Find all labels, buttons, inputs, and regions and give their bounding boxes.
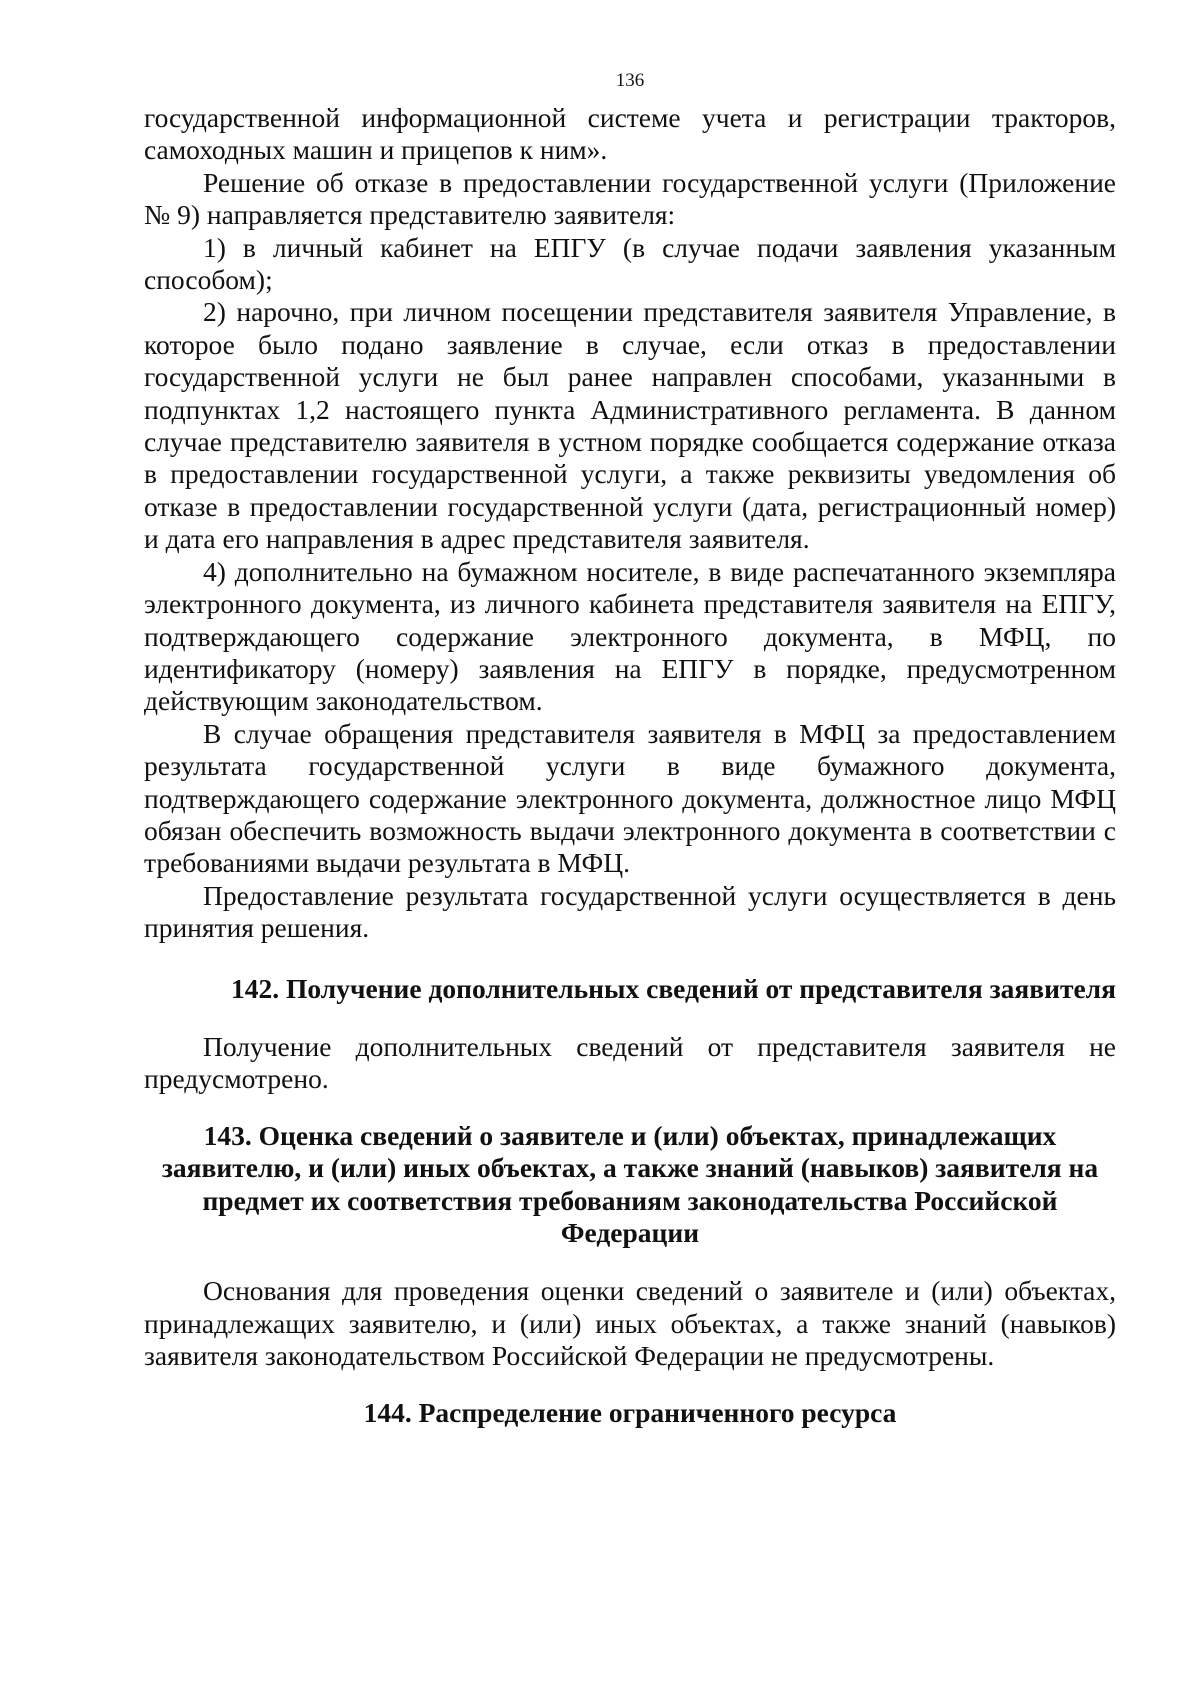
document-page (144, 70, 1116, 1429)
list-item-1: 1) в личный кабинет на ЕПГУ (в случае подачи заявления указанным способом); (144, 231, 1116, 296)
section-144-heading: 144. Распределение ограниченного ресурса (363, 1396, 897, 1428)
page-number: 136 (615, 70, 645, 91)
paragraph-mfc: В случае обращения представителя заявителя в МФЦ за предоставлением результата государственной услуги в виде бумажного документа, подтверждающего содержание электронного документа, должностное лицо МФЦ обязан обеспечить возможность выдачи электронного документа в соответствии с требованиями выдачи результата в МФЦ. (144, 717, 1116, 879)
section-142-heading: 142. Получение дополнительных сведений от представителя заявителя (231, 972, 1116, 1004)
section-142-text: Получение дополнительных сведений от представителя заявителя не предусмотрено. (144, 1030, 1116, 1095)
section-143-text: Основания для проведения оценки сведений о заявителе и (или) объектах, принадлежащих заявителю, и (или) иных объектах, а также знаний (навыков) заявителя законодательством Российской Федерации не предусмотрены. (144, 1275, 1116, 1372)
paragraph-continuation: государственной информационной системе учета и регистрации тракторов, самоходных машин и прицепов к ним». (144, 102, 1116, 166)
paragraph-refusal-decision: Решение об отказе в предоставлении государственной услуги (Приложение № 9) направляется представителю заявителя: (144, 166, 1116, 231)
section-143-heading: 143. Оценка сведений о заявителе и (или) объектах, принадлежащих заявителю, и (или) иных объектах, а также знаний (навыков) заявителя на предмет их соответствия требованиям законодательства Российской Федерации (161, 1119, 1099, 1248)
paragraph-result-day: Предоставление результата государственной услуги осуществляется в день принятия решения. (144, 879, 1116, 944)
list-item-4: 4) дополнительно на бумажном носителе, в виде распечатанного экземпляра электронного документа, из личного кабинета представителя заявителя на ЕПГУ, подтверждающего содержание электронного документа, в МФЦ, по идентификатору (номеру) заявления на ЕПГУ в порядке, предусмотренном действующим законодательством. (144, 555, 1116, 717)
list-item-2: 2) нарочно, при личном посещении представителя заявителя Управление, в которое было подано заявление в случае, если отказ в предоставлении государственной услуги не был ранее направлен способами, указанными в подпунктах 1,2 настоящего пункта Административного регламента. В данном случае представителю заявителя в устном порядке сообщается содержание отказа в предоставлении государственной услуги, а также реквизиты уведомления об отказе в предоставлении государственной услуги (дата, регистрационный номер) и дата его направления в адрес представителя заявителя. (144, 296, 1116, 555)
